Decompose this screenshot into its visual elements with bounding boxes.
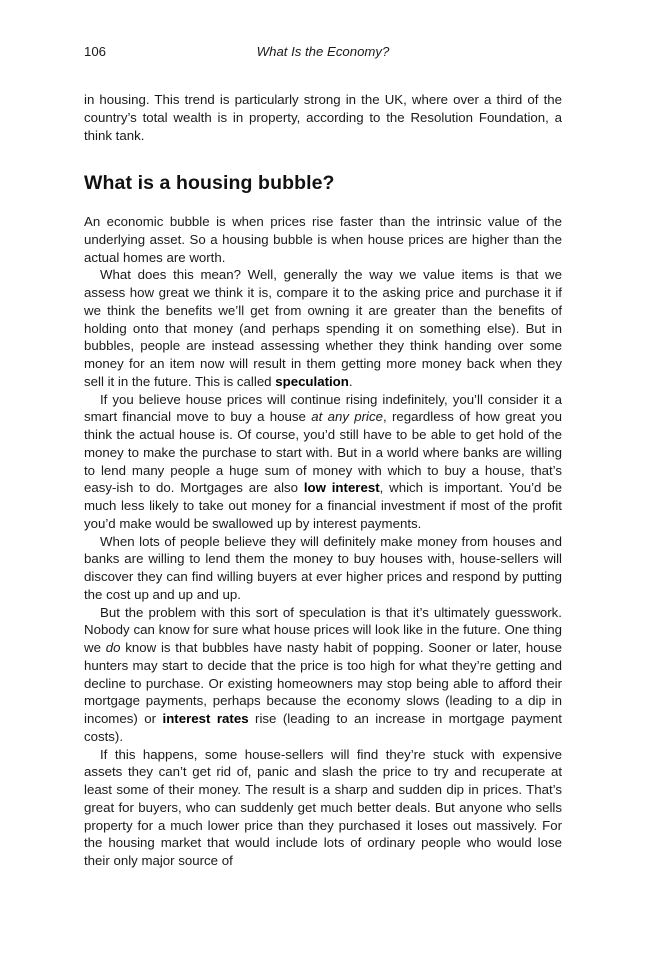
paragraph-3-text-b: , regardless of how great you think the actual house is. Of course, you’d still have to be able to get hold of the money to make the purchase to start with. But in a world where banks are willing to lend many people a huge sum of money with which to buy a house, that’s easy-ish to do. Mortgages are also: [84, 409, 563, 496]
paragraph-1: An economic bubble is when prices rise faster than the intrinsic value of the underlying asset. So a housing bubble is when house prices are higher than the actual homes are worth.: [84, 214, 562, 265]
running-header: [84, 44, 562, 62]
intro-paragraph: in housing. This trend is particularly strong in the UK, where over a third of the country’s total wealth is in property, according to the Resolution Foundation, a think tank.: [84, 92, 562, 143]
section-heading: What is a housing bubble?: [84, 172, 335, 194]
intro-paragraph-block: [84, 91, 562, 144]
section-body: [84, 213, 562, 870]
paragraph-2-end: .: [348, 373, 353, 389]
emphasis-do: do: [105, 640, 121, 655]
paragraph-4: When lots of people believe they will definitely make money from houses and banks are willing to lend them the money to buy houses with, house-sellers will discover they can find willing buyers at ever higher prices and respond by putting the cost up and up and up.: [84, 533, 562, 602]
paragraph-5: [84, 604, 562, 746]
paragraph-6: If this happens, some house-sellers will find they’re stuck with expensive assets they can’t get rid of, panic and slash the price to try and recuperate at least some of their money. The result is a sharp and sudden dip in prices. That’s great for buyers, who can suddenly get much better deals. But anyone who sells property for a much lower price than they purchased it loses out massively. For the housing market that would include lots of ordinary people who would lose their only major source of: [84, 746, 562, 868]
term-interest-rates: interest rates: [162, 711, 249, 726]
paragraph-5-text-a: But the problem with this sort of speculation is that it’s ultimately guesswork. Nobody can know for sure what house prices will look like in the future. One thing we: [84, 604, 562, 655]
running-head-title: What Is the Economy?: [256, 44, 390, 59]
page-number: 106: [84, 44, 107, 59]
paragraph-2-text: What does this mean? Well, generally the way we value items is that we assess how great we think it is, compare it to the asking price and purchase it if we think the benefits we’ll get from owning it are greater than the benefits of holding onto that money (and perhaps spending it on something else). But in bubbles, people are instead assessing whether they think handing over some money for an item now will result in them getting more money back when they sell it in the future. This is called: [84, 267, 562, 389]
paragraph-5-text-c: rise (leading to an increase in mortgage payment costs).: [84, 711, 562, 744]
paragraph-3-text-c: , which is important. You’d be much less likely to take out money for a financial investment if most of the profit you’d make would be swallowed up by interest payments.: [84, 480, 562, 531]
emphasis-at-any-price: at any price: [311, 409, 383, 425]
term-speculation: speculation: [275, 373, 349, 389]
term-low-interest: low interest: [303, 480, 380, 496]
paragraph-3-text-a: If you believe house prices will continue rising indefinitely, you’ll consider it a smart financial move to buy a house: [84, 391, 562, 425]
paragraph-5-text-b: know is that bubbles have nasty habit of popping. Sooner or later, house hunters may start to decide that the price is too high for what they’re getting and decline to purchase. Or existing homeowners may stop being able to afford their mortgage payments, perhaps because the economy slows (leading to a dip in incomes) or: [84, 640, 562, 726]
paragraph-2: [84, 266, 562, 390]
paragraph-3: [84, 391, 562, 533]
